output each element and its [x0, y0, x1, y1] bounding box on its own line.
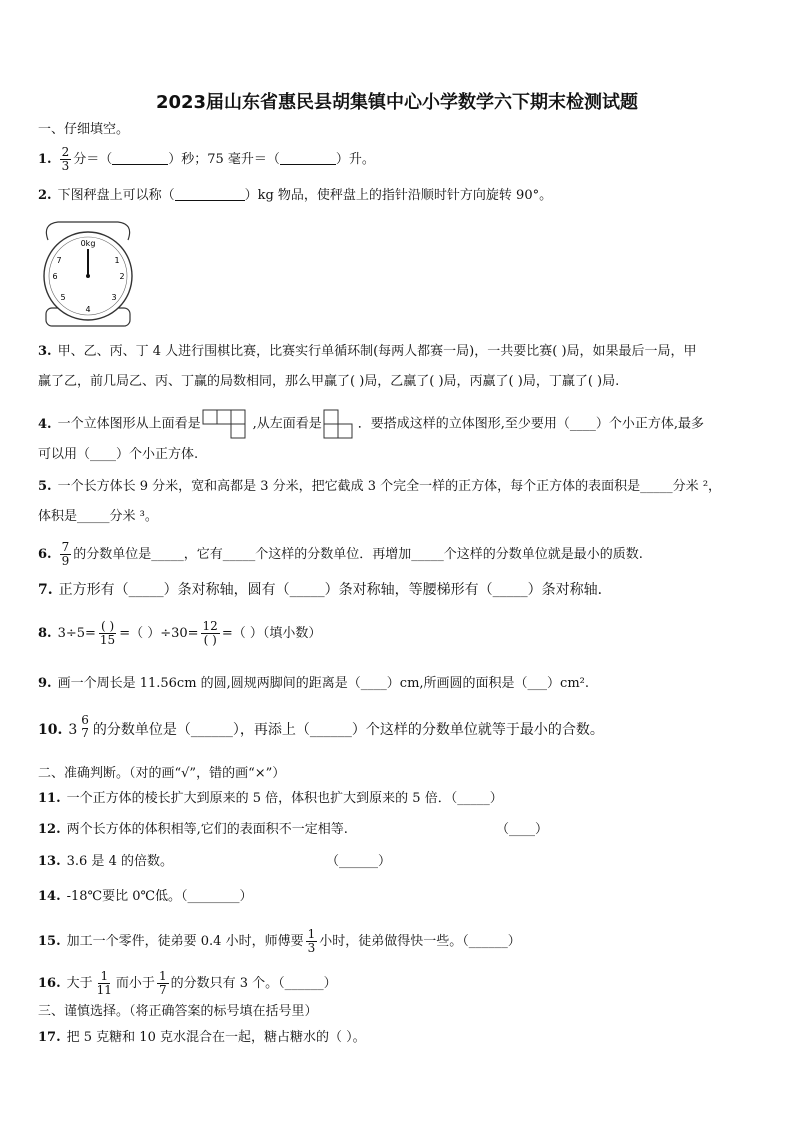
scale-illustration — [38, 216, 138, 330]
question-3: 3. 甲、乙、丙、丁 4 人进行围棋比赛，比赛实行单循环制(每两人都赛一局)，一共要比赛( )局，如果最后一局，甲 — [38, 344, 697, 359]
question-15: 15. 加工一个零件，徒弟要 0.4 小时，师傅要 $\frac{1}{3}$ 小时，徒弟做得快一些。（______） — [38, 927, 521, 955]
top-view-figure — [201, 408, 253, 440]
question-4: 4. 一个立体图形从上面看是 ,从左面看是 ．要搭成这样的立体图形,至少要用（____）个小正方体,最多 — [38, 408, 704, 440]
scale-tick-4: 4 — [85, 305, 91, 314]
fraction: $\frac{1}{11}$ — [96, 969, 112, 997]
question-1: 1. $\frac{2}{3}$ 分＝（ ）秒；75 毫升＝（ ）升。 — [38, 145, 375, 173]
scale-tick-2: 2 — [119, 272, 125, 281]
question-14: 14. -18℃要比 0℃低。（________） — [38, 889, 253, 904]
question-16: 16. 大于 $\frac{1}{11}$ 而小于 $\frac{1}{7}$ 的分数只有 3 个。（______） — [38, 969, 337, 997]
section-1-heading: 一、仔细填空。 — [38, 122, 130, 137]
question-2: 2. 下图秤盘上可以称（ ）kg 物品，使秤盘上的指针沿顺时针方向旋转 90°。 — [38, 188, 553, 203]
question-12-answer[interactable]: （____） — [496, 822, 549, 837]
answer-blank[interactable] — [112, 150, 168, 165]
fraction: $\frac{2}{3}$ — [61, 145, 70, 173]
fraction: $\frac{1}{3}$ — [307, 927, 316, 955]
question-7: 7. 正方形有（_____）条对称轴，圆有（_____）条对称轴，等腰梯形有（_____）条对称轴． — [38, 582, 612, 598]
question-17: 17. 把 5 克糖和 10 克水混合在一起，糖占糖水的（ ）。 — [38, 1030, 366, 1045]
fraction: $\frac{12}{( )}$ — [202, 619, 218, 647]
question-8: 8. 3÷5= $\frac{( )}{15}$ =（ ）÷30= $\frac{12}{( )}$ =（ ）（填小数） — [38, 619, 322, 647]
left-view-figure — [322, 408, 358, 440]
fraction: 6 7 — [81, 713, 89, 740]
scale-tick-5: 5 — [60, 293, 66, 302]
section-2-heading: 二、准确判断。（对的画“√”，错的画“×”） — [38, 766, 286, 781]
question-13-answer[interactable]: （______） — [326, 854, 392, 869]
question-3-line-2: 赢了乙，前几局乙、丙、丁赢的局数相同，那么甲赢了( )局，乙赢了( )局，丙赢了( )局，丁赢了( )局. — [38, 374, 620, 389]
question-13: 13. 3.6 是 4 的倍数。 — [38, 854, 173, 869]
page-title: 2023届山东省惠民县胡集镇中心小学数学六下期末检测试题 — [155, 92, 639, 113]
question-5-line-2: 体积是_____分米 ³。 — [38, 509, 158, 524]
question-10: 10. 3 6 7 的分数单位是（______），再添上（______）个这样的分数单位就等于最小的合数。 — [38, 713, 604, 740]
answer-blank[interactable] — [280, 150, 336, 165]
question-12: 12. 两个长方体的体积相等,它们的表面积不一定相等. — [38, 822, 348, 837]
scale-tick-7: 7 — [56, 256, 62, 265]
question-11: 11. 一个正方体的棱长扩大到原来的 5 倍，体积也扩大到原来的 5 倍．（_____） — [38, 791, 503, 806]
section-3-heading: 三、谨慎选择。（将正确答案的标号填在括号里） — [38, 1004, 318, 1019]
question-6: 6. $\frac{7}{9}$ 的分数单位是_____，它有_____个这样的分数单位．再增加_____个这样的分数单位就是最小的质数. — [38, 540, 643, 568]
scale-tick-1: 1 — [114, 256, 120, 265]
answer-blank[interactable] — [175, 186, 245, 201]
question-9: 9. 画一个周长是 11.56cm 的圆,圆规两脚间的距离是（____）cm,所画圆的面积是（___）cm². — [38, 676, 589, 691]
scale-tick-6: 6 — [52, 272, 58, 281]
fraction: $\frac{1}{7}$ — [158, 969, 167, 997]
scale-tick-3: 3 — [111, 293, 117, 302]
fraction: $\frac{( )}{15}$ — [99, 619, 116, 647]
scale-zero-label: 0kg — [80, 239, 96, 248]
fraction: $\frac{7}{9}$ — [61, 540, 70, 568]
question-5: 5. 一个长方体长 9 分米，宽和高都是 3 分米，把它截成 3 个完全一样的正方体，每个正方体的表面积是_____分米 ²， — [38, 479, 722, 494]
question-4-line-2: 可以用（____）个小正方体. — [38, 447, 199, 462]
